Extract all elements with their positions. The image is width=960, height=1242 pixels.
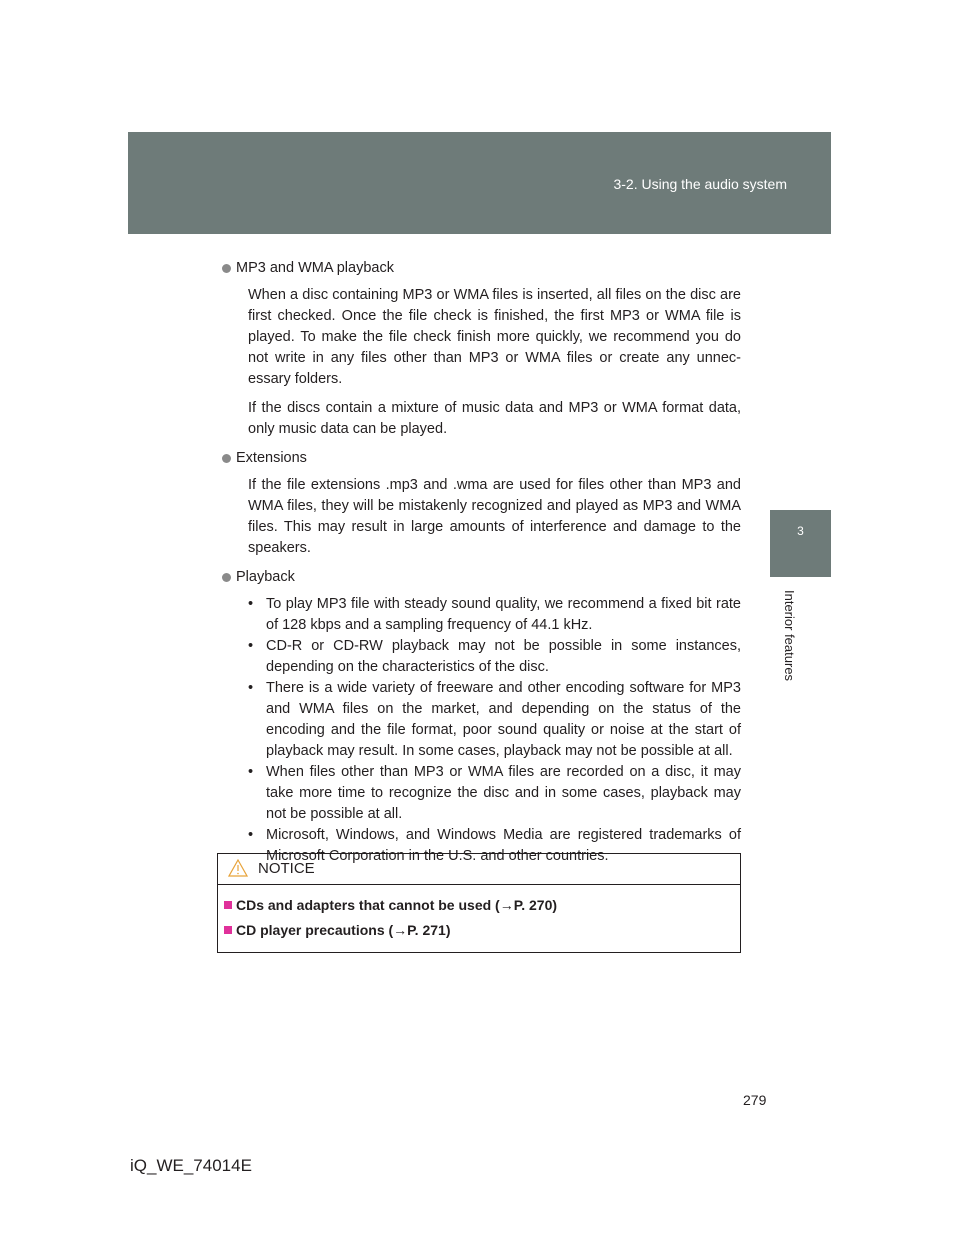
notice-header: [218, 854, 740, 885]
list-item: • To play MP3 file with steady sound quality, we recommend a fixed bit rate of 128 kbps and a sampling frequency of 44.1 kHz.: [248, 596, 741, 633]
list-item: • Microsoft, Windows, and Windows Media are registered trademarks of Microsoft Corporation in the U.S. and other countries.: [248, 827, 741, 864]
chapter-number: 3: [797, 524, 804, 538]
notice-title: NOTICE: [258, 860, 315, 877]
list-item: • When files other than MP3 or WMA files are recorded on a disc, it may take more time to recognize the disc and in some cases, playback may not be possible at all.: [248, 764, 741, 822]
bullet-dot-icon: [222, 264, 231, 273]
square-bullet-icon: [224, 926, 232, 934]
paragraph: When a disc containing MP3 or WMA files is inserted, all files on the disc are first checked. Once the file check is finished, the first MP3 or WMA file is played. To make the file check finish more quickly, we recommend you do not write in any files other than MP3 or WMA files or create any unnec-essary folders.: [248, 287, 741, 387]
heading-text: Playback: [236, 569, 295, 585]
notice-item-text: CD player precautions (→P. 271): [236, 922, 451, 938]
notice-item: [224, 897, 557, 913]
chapter-tab: [770, 510, 831, 577]
notice-item: [224, 922, 450, 938]
paragraph: If the file extensions .mp3 and .wma are used for files other than MP3 and WMA files, they will be mistakenly recognized and played as MP3 and WMA files. This may result in large amounts of interference and damage to the speakers.: [248, 477, 741, 556]
notice-box: [217, 853, 741, 953]
section-heading: [236, 567, 741, 588]
list-item-text: CD-R or CD-RW playback may not be possible in some instances, depending on the characteristics of the disc.: [266, 638, 741, 675]
warning-icon: [228, 859, 248, 877]
list-item-text: Microsoft, Windows, and Windows Media are registered trademarks of Microsoft Corporation in the U.S. and other countries.: [266, 827, 741, 864]
chapter-label: Interior features: [782, 590, 797, 682]
list-item-text: To play MP3 file with steady sound quality, we recommend a fixed bit rate of 128 kbps and a sampling frequency of 44.1 kHz.: [266, 596, 741, 633]
list-item: • There is a wide variety of freeware and other encoding software for MP3 and WMA files on the market, and depending on the status of the encoding and the file format, poor sound quality or noise at the start of playback may result. In some cases, playback may not be possible at all.: [248, 680, 741, 759]
section-heading: [236, 258, 741, 279]
heading-text: Extensions: [236, 450, 307, 466]
section-heading: [236, 448, 741, 469]
bullet-dot-icon: [222, 454, 231, 463]
header-band: [128, 132, 831, 234]
page-number: 279: [743, 1092, 767, 1108]
paragraph: If the discs contain a mixture of music data and MP3 or WMA format data, only music data can be played.: [248, 400, 741, 437]
playback-list: [248, 594, 741, 867]
notice-item-text: CDs and adapters that cannot be used (→P. 270): [236, 897, 558, 913]
list-item-text: When files other than MP3 or WMA files are recorded on a disc, it may take more time to recognize the disc and in some cases, playback may not be possible at all.: [266, 764, 741, 822]
document-code: iQ_WE_74014E: [130, 1156, 252, 1175]
bullet-dot-icon: [222, 573, 231, 582]
list-item: • CD-R or CD-RW playback may not be possible in some instances, depending on the characteristics of the disc.: [248, 638, 741, 675]
main-content: [236, 258, 741, 867]
section-title: 3-2. Using the audio system: [613, 176, 787, 192]
list-item-text: There is a wide variety of freeware and other encoding software for MP3 and WMA files on the market, and depending on the status of the encoding and the file format, poor sound quality or noise at the start of playback may result. In some cases, playback may not be possible at all.: [266, 680, 741, 759]
heading-text: MP3 and WMA playback: [236, 260, 394, 276]
square-bullet-icon: [224, 901, 232, 909]
